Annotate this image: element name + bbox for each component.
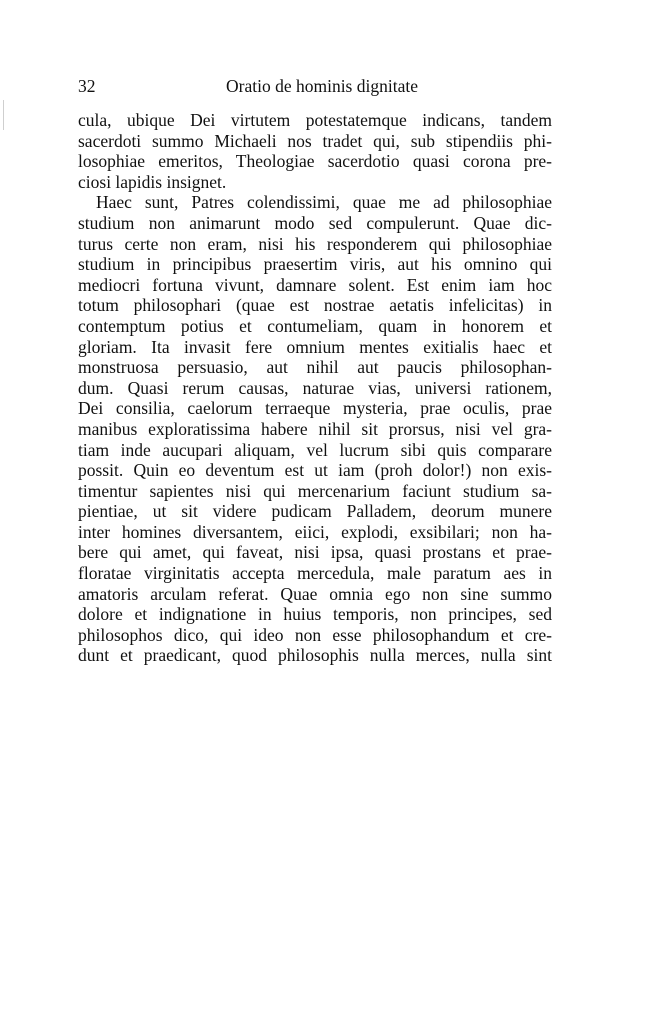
- text-line: totum philosophari (quae est nostrae aetatis infelicitas) in: [78, 295, 552, 316]
- paragraph-1: [78, 110, 552, 192]
- text-line: studium non animarunt modo sed compulerunt. Quae dic-: [78, 212, 552, 233]
- text-line: pientiae, ut sit videre pudicam Palladem, deorum munere: [78, 501, 552, 522]
- text-line: Dei consilia, caelorum terraeque mysteria, prae oculis, prae: [78, 398, 552, 419]
- text-line: bere qui amet, qui faveat, nisi ipsa, quasi prostans et prae-: [78, 542, 552, 563]
- text-line: gloriam. Ita invasit fere omnium mentes exitialis haec et: [78, 336, 552, 357]
- text-line: Haec sunt, Patres colendissimi, quae me ad philosophiae: [96, 192, 552, 213]
- text-line: turus certe non eram, nisi his responderem qui philosophiae: [78, 233, 552, 254]
- text-line: timentur sapientes nisi qui mercenarium faciunt studium sa-: [78, 480, 552, 501]
- text-line: cula, ubique Dei virtutem potestatemque indicans, tandem: [78, 110, 552, 130]
- running-header: [78, 75, 546, 97]
- text-line: philosophos dico, qui ideo non esse philosophandum et cre-: [78, 624, 552, 645]
- body-text: [78, 110, 552, 666]
- text-line: contemptum potius et contumeliam, quam in honorem et: [78, 315, 552, 336]
- text-line: floratae virginitatis accepta mercedula, male paratum aes in: [78, 563, 552, 584]
- text-line: mediocri fortuna vivunt, damnare solent. Est enim iam hoc: [78, 274, 552, 295]
- text-line: inter homines diversantem, eiici, explodi, exsibilari; non ha-: [78, 521, 552, 542]
- text-line: dolore et indignatione in huius temporis, non principes, sed: [78, 604, 552, 625]
- text-line: possit. Quin eo deventum est ut iam (proh dolor!) non exis-: [78, 460, 552, 481]
- text-line: monstruosa persuasio, aut nihil aut paucis philosophan-: [78, 357, 552, 378]
- running-title: Oratio de hominis dignitate: [226, 76, 418, 96]
- page-number: 32: [78, 76, 96, 96]
- text-line: ciosi lapidis insignet.: [78, 171, 227, 192]
- text-line: studium in principibus praesertim viris, aut his omnino qui: [78, 254, 552, 275]
- text-line: losophiae emeritos, Theologiae sacerdotio quasi corona pre-: [78, 151, 552, 172]
- text-line: tiam inde aucupari aliquam, vel lucrum sibi quis comparare: [78, 439, 552, 460]
- text-line: amatoris arculam referat. Quae omnia ego non sine summo: [78, 583, 552, 604]
- text-line: manibus exploratissima habere nihil sit prorsus, nisi vel gra-: [78, 418, 552, 439]
- text-line: sacerdoti summo Michaeli nos tradet qui, sub stipendiis phi-: [78, 130, 552, 151]
- margin-mark: [3, 100, 4, 130]
- paragraph-2: [78, 192, 552, 666]
- text-line: dum. Quasi rerum causas, naturae vias, universi rationem,: [78, 377, 552, 398]
- text-line: dunt et praedicant, quod philosophis nulla merces, nulla sint: [78, 645, 552, 666]
